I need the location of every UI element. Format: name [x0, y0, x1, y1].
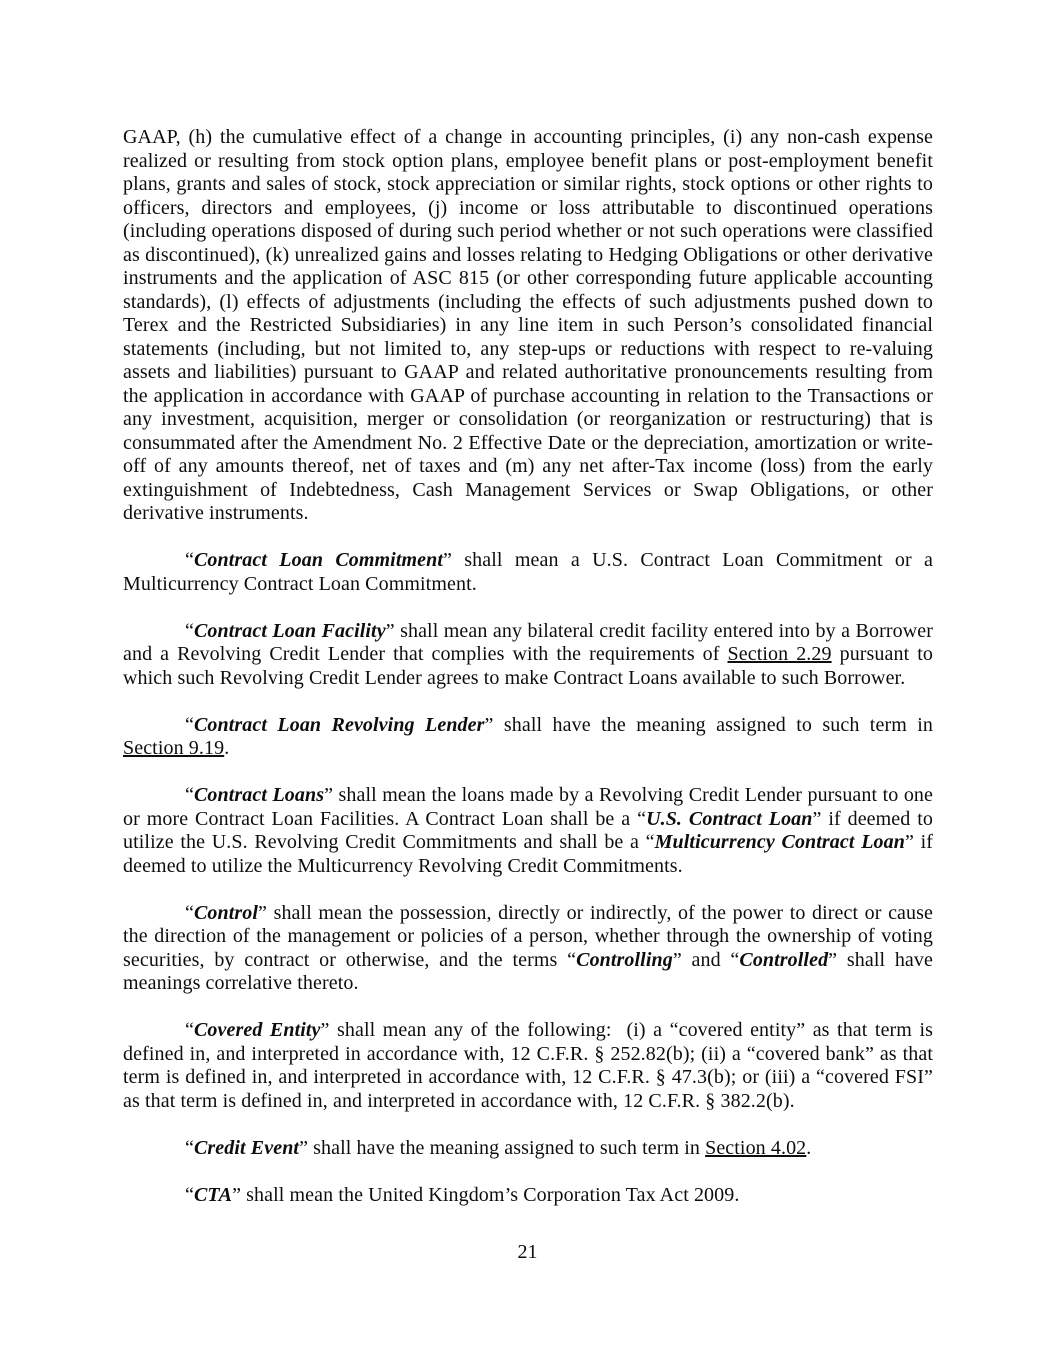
section-reference: Section 9.19 [123, 737, 225, 759]
defined-term: Multicurrency Contract Loan [654, 831, 905, 853]
text-run: ” if deemed to utilize the U.S. Revolving Credit Commitments and shall be a “ [123, 807, 933, 853]
section-reference: Section 2.29 [727, 643, 832, 665]
text-run: “ [185, 713, 194, 736]
text-run: ” shall mean the loans made by a Revolving Credit Lender pursuant to one or more Contract Loan Facilities. A Contract Loan shall be a “ [123, 784, 933, 830]
document-body [123, 126, 933, 1231]
para-def-contract-loan-facility [123, 620, 933, 691]
defined-term: U.S. Contract Loan [646, 807, 813, 830]
para-def-control [123, 902, 933, 996]
para-def-contract-loan-revolving-lender [123, 714, 933, 761]
defined-term: Controlled [739, 948, 829, 971]
text-run: “ [185, 901, 194, 924]
defined-term: Contract Loan Facility [193, 619, 386, 642]
defined-term: Covered Entity [193, 1019, 321, 1041]
defined-term: Control [193, 901, 259, 924]
text-run: “ [185, 1183, 194, 1206]
text-run: “ [185, 784, 194, 806]
text-run: . [224, 737, 230, 759]
defined-term: CTA [193, 1183, 233, 1206]
text-run: ” shall mean any of the following: (i) a “covered entity” as that term is defined in, and interpreted in accordance with, 12 C.F.R. § 252.82(b); (ii) a “covered bank” as that term is defined in, and interpreted in accordance with, 12 C.F.R. § 47.3(b); or (iii) a “covered FSI” as that term is defined in, and interpreted in accordance with, 12 C.F.R. § 382.2(b). [123, 1019, 933, 1112]
text-run: ” and “ [672, 948, 740, 971]
text-run: GAAP, (h) the cumulative effect of a change in accounting principles, (i) any non-cash expense realized or resulting from stock option plans, employee benefit plans or post-employment benefit plans, grants and sales of stock, stock appreciation or similar rights, stock options or other rights to officers, directors and employees, (j) income or loss attributable to discontinued operations (including operations disposed of during such period whether or not such operations were classified as discontinued), (k) unrealized gains and losses relating to Hedging Obligations or other derivative instruments and the application of ASC 815 (or other corresponding future applicable accounting standards), (l) effects of adjustments (including the effects of such adjustments pushed down to Terex and the Restricted Subsidiaries) in any line item in such Person’s consolidated financial statements (including, but not limited to, any step-ups or reductions with respect to re-valuing assets and liabilities) pursuant to GAAP and related authoritative pronouncements resulting from the application in accordance with GAAP of purchase accounting in relation to the Transactions or any investment, acquisition, merger or consolidation (or reorganization or restructuring) that is consummated after the Amendment No. 2 Effective Date or the depreciation, amortization or write-off of any amounts thereof, net of taxes and (m) any net after-Tax income (loss) from the early extinguishment of Indebtedness, Cash Management Services or Swap Obligations, or other derivative instruments. [123, 126, 933, 524]
text-run: . [806, 1136, 812, 1159]
text-run: ” shall mean any bilateral credit facility entered into by a Borrower and a Revolving Credit Lender that complies with the requirements of [123, 619, 933, 665]
text-run: pursuant to which such Revolving Credit Lender agrees to make Contract Loans available to such Borrower. [123, 643, 933, 689]
para-def-contract-loan-commitment [123, 549, 933, 596]
defined-term: Credit Event [193, 1136, 300, 1159]
section-reference: Section 4.02 [705, 1136, 807, 1159]
text-run: “ [185, 1019, 194, 1041]
defined-term: Contract Loan Revolving Lender [193, 713, 485, 736]
para-def-credit-event [123, 1137, 933, 1161]
text-run: “ [185, 1136, 194, 1159]
text-run: ” shall have the meaning assigned to such term in [484, 713, 933, 736]
text-run: ” shall have the meaning assigned to such term in [299, 1136, 706, 1159]
text-run: ” shall have meanings correlative thereto. [123, 948, 933, 994]
defined-term: Contract Loans [193, 784, 325, 806]
text-run: “ [185, 549, 194, 571]
page-number: 21 [517, 1241, 538, 1263]
defined-term: Contract Loan Commitment [193, 549, 444, 571]
text-run: “ [185, 619, 194, 642]
defined-term: Controlling [576, 948, 673, 971]
text-run: ” shall mean a U.S. Contract Loan Commitment or a Multicurrency Contract Loan Commitment. [123, 549, 934, 595]
text-run: ” if deemed to utilize the Multicurrency Revolving Credit Commitments. [123, 831, 933, 877]
para-def-covered-entity [123, 1019, 933, 1113]
para-def-contract-loans [123, 784, 933, 878]
para-def-cta [123, 1184, 933, 1208]
text-run: ” shall mean the United Kingdom’s Corporation Tax Act 2009. [232, 1183, 740, 1206]
para-gaap-continuation [123, 126, 933, 526]
text-run: ” shall mean the possession, directly or indirectly, of the power to direct or cause the direction of the management or policies of a person, whether through the ownership of voting securities, by contract or otherwise, and the terms “ [123, 901, 933, 971]
